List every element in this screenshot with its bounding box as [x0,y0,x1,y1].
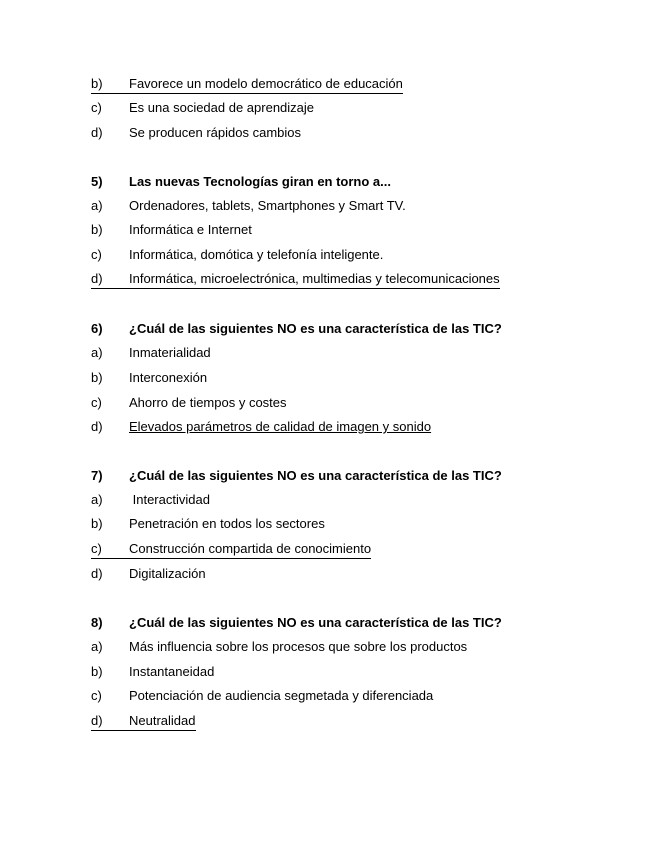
q7-option-d-letter: d) [91,566,103,581]
q6-option-d-letter: d) [91,419,103,434]
q5-option-c-text: Informática, domótica y telefonía inteligente. [129,247,384,262]
q8-option-d-letter: d) [91,713,103,728]
q8-option-d-text: Neutralidad [129,713,196,728]
q7-option-b-text: Penetración en todos los sectores [129,516,325,531]
q4-option-c-text: Es una sociedad de aprendizaje [129,100,315,115]
q7-option-d-text: Digitalización [129,566,206,581]
q8-option-d [91,712,196,731]
q7-number: 7) [91,468,103,483]
q8-option-a-text: Más influencia sobre los procesos que sobre los productos [129,639,468,654]
q5-option-d-text: Informática, microelectrónica, multimedias y telecomunicaciones [129,271,500,286]
q6-option-a-letter: a) [91,345,103,360]
q6-question: ¿Cuál de las siguientes NO es una característica de las TIC? [129,321,502,336]
q5-option-b-letter: b) [91,222,103,237]
q7-option-a-letter: a) [91,492,103,507]
q5-option-d [91,270,500,289]
q4-option-d-letter: d) [91,125,103,140]
q4-option-b [91,75,403,94]
q8-option-c-letter: c) [91,688,102,703]
q6-option-b-letter: b) [91,370,103,385]
q8-option-b-text: Instantaneidad [129,664,215,679]
q7-option-a-text: Interactividad [129,492,210,507]
q8-number: 8) [91,615,103,630]
q5-question: Las nuevas Tecnologías giran en torno a... [129,174,391,189]
q8-option-c-text: Potenciación de audiencia segmetada y diferenciada [129,688,434,703]
q4-option-c-letter: c) [91,100,102,115]
q7-question: ¿Cuál de las siguientes NO es una característica de las TIC? [129,468,502,483]
q5-option-a-letter: a) [91,198,103,213]
q8-question: ¿Cuál de las siguientes NO es una característica de las TIC? [129,615,502,630]
q4-option-b-text: Favorece un modelo democrático de educación [129,76,403,91]
q7-option-c-text: Construcción compartida de conocimiento [129,541,372,556]
q4-option-b-letter: b) [91,76,103,91]
q6-option-c-letter: c) [91,395,102,410]
q8-option-a-letter: a) [91,639,103,654]
q6-number: 6) [91,321,103,336]
q6-option-c-text: Ahorro de tiempos y costes [129,395,287,410]
q5-option-d-letter: d) [91,271,103,286]
q5-option-b-text: Informática e Internet [129,222,252,237]
q7-option-b-letter: b) [91,516,103,531]
q6-option-a-text: Inmaterialidad [129,345,211,360]
q5-option-a-text: Ordenadores, tablets, Smartphones y Smart TV. [129,198,406,213]
q4-option-d-text: Se producen rápidos cambios [129,125,301,140]
q5-number: 5) [91,174,103,189]
q5-option-c-letter: c) [91,247,102,262]
q6-option-d-text: Elevados parámetros de calidad de imagen y sonido [129,419,432,434]
q8-option-b-letter: b) [91,664,103,679]
q7-option-c [91,540,371,559]
q7-option-c-letter: c) [91,541,102,556]
q6-option-b-text: Interconexión [129,370,208,385]
